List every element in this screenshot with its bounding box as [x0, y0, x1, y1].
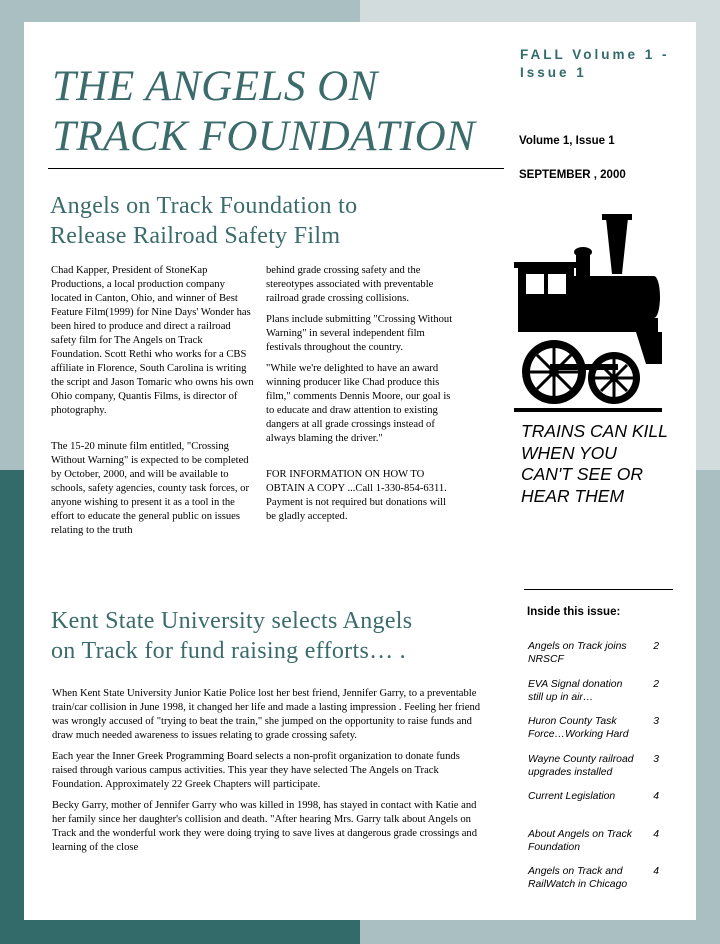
article1-paragraph: behind grade crossing safety and the stereotypes associated with preventable railroad grade crossing collisions. [266, 265, 434, 304]
article2-paragraph: When Kent State University Junior Katie Police lost her best friend, Jennifer Garry, to a preventable train/car collision in June 1998, it changed her life and made a lasting impression . Feeling her friend was wrongly accused of "trying to beat the train," she jumped on the opportunity to raise funds and draw much needed awareness to issues relating to grade crossing safety. [52, 688, 481, 741]
toc-item[interactable]: Huron County Task Force…Working Hard 3 [528, 716, 659, 740]
article1-paragraph: FOR INFORMATION ON HOW TO OBTAIN A COPY ...Call 1-330-854-6311. Payment is not required but donations will be gladly accepted. [266, 469, 447, 522]
masthead-title: THE ANGELS ON TRACK FOUNDATION [52, 63, 476, 160]
volume-label: Volume 1, Issue 1 [519, 135, 615, 147]
masthead-rule [48, 168, 504, 169]
toc-item[interactable]: About Angels on Track Foundation 4 [528, 828, 659, 853]
toc-item[interactable]: Current Legislation 4 [528, 791, 659, 802]
article2-headline: Kent State University selects Angels on Track for fund raising efforts… . [51, 608, 413, 664]
table-of-contents [528, 640, 663, 903]
article1-column-1 [51, 264, 256, 545]
toc-item[interactable]: Angels on Track joins NRSCF 2 [528, 641, 659, 665]
article2-body [52, 687, 482, 862]
article2-paragraph: Each year the Inner Greek Programming Board selects a non-profit organization to donate funds raised through various campus activities. This year they have selected The Angels on Track Foundation. Approximately 22 Greek Chapters will participate. [52, 751, 460, 790]
toc-item[interactable]: EVA Signal donation still up in air… 2 [528, 678, 659, 703]
toc-item[interactable]: Wayne County railroad upgrades installed 3 [528, 753, 659, 778]
article1-column-2 [266, 264, 454, 531]
article1-headline: Angels on Track Foundation to Release Railroad Safety Film [50, 193, 358, 249]
toc-item[interactable]: Angels on Track and RailWatch in Chicago 4 [528, 866, 659, 890]
article1-paragraph: Chad Kapper, President of StoneKap Productions, a local production company located in Canton, Ohio, and winner of Best Feature Film(1999) for Nine Days' Wonder has been hired to produce and direct a railroad safety film for The Angels on Track Foundation. Scott Rethi who works for a CBS affiliate in Florence, South Carolina is writing the script and Jason Tomaric who owns his own Ohio company, Quantis Films, is director of photography. [51, 265, 254, 416]
safety-tagline: TRAINS CAN KILL WHEN YOU CAN'T SEE OR HEAR THEM [521, 421, 668, 506]
steam-locomotive-icon [514, 214, 662, 414]
inside-issue-title: Inside this issue: [527, 606, 621, 618]
article2-paragraph: Becky Garry, mother of Jennifer Garry who was killed in 1998, has stayed in contact with Katie and her family since her daughter's collision and death. "After hearing Mrs. Garry talk about Angels on Track and the wonderful work they were doing trying to save lives at dangerous grade crossings and learning of the close [52, 800, 478, 853]
article1-paragraph: Plans include submitting "Crossing Without Warning" in several independent film festivals throughout the country. [266, 314, 453, 353]
sidebar-rule [524, 589, 673, 590]
article1-paragraph: The 15-20 minute film entitled, "Crossing Without Warning" is expected to be completed by October, 2000, and will be available to schools, safety agencies, county task forces, or anyone wishing to present it as a tool in the effort to educate the general public on issues relating to the truth [51, 441, 249, 536]
issue-label: FALL Volume 1 - Issue 1 [520, 47, 670, 80]
article1-paragraph: "While we're delighted to have an award winning producer like Chad produce this film," comments Dennis Moore, our goal is to educate and draw attention to existing dangers at all grade crossings instead of always blaming the driver." [266, 363, 451, 444]
issue-date: SEPTEMBER , 2000 [519, 169, 626, 181]
